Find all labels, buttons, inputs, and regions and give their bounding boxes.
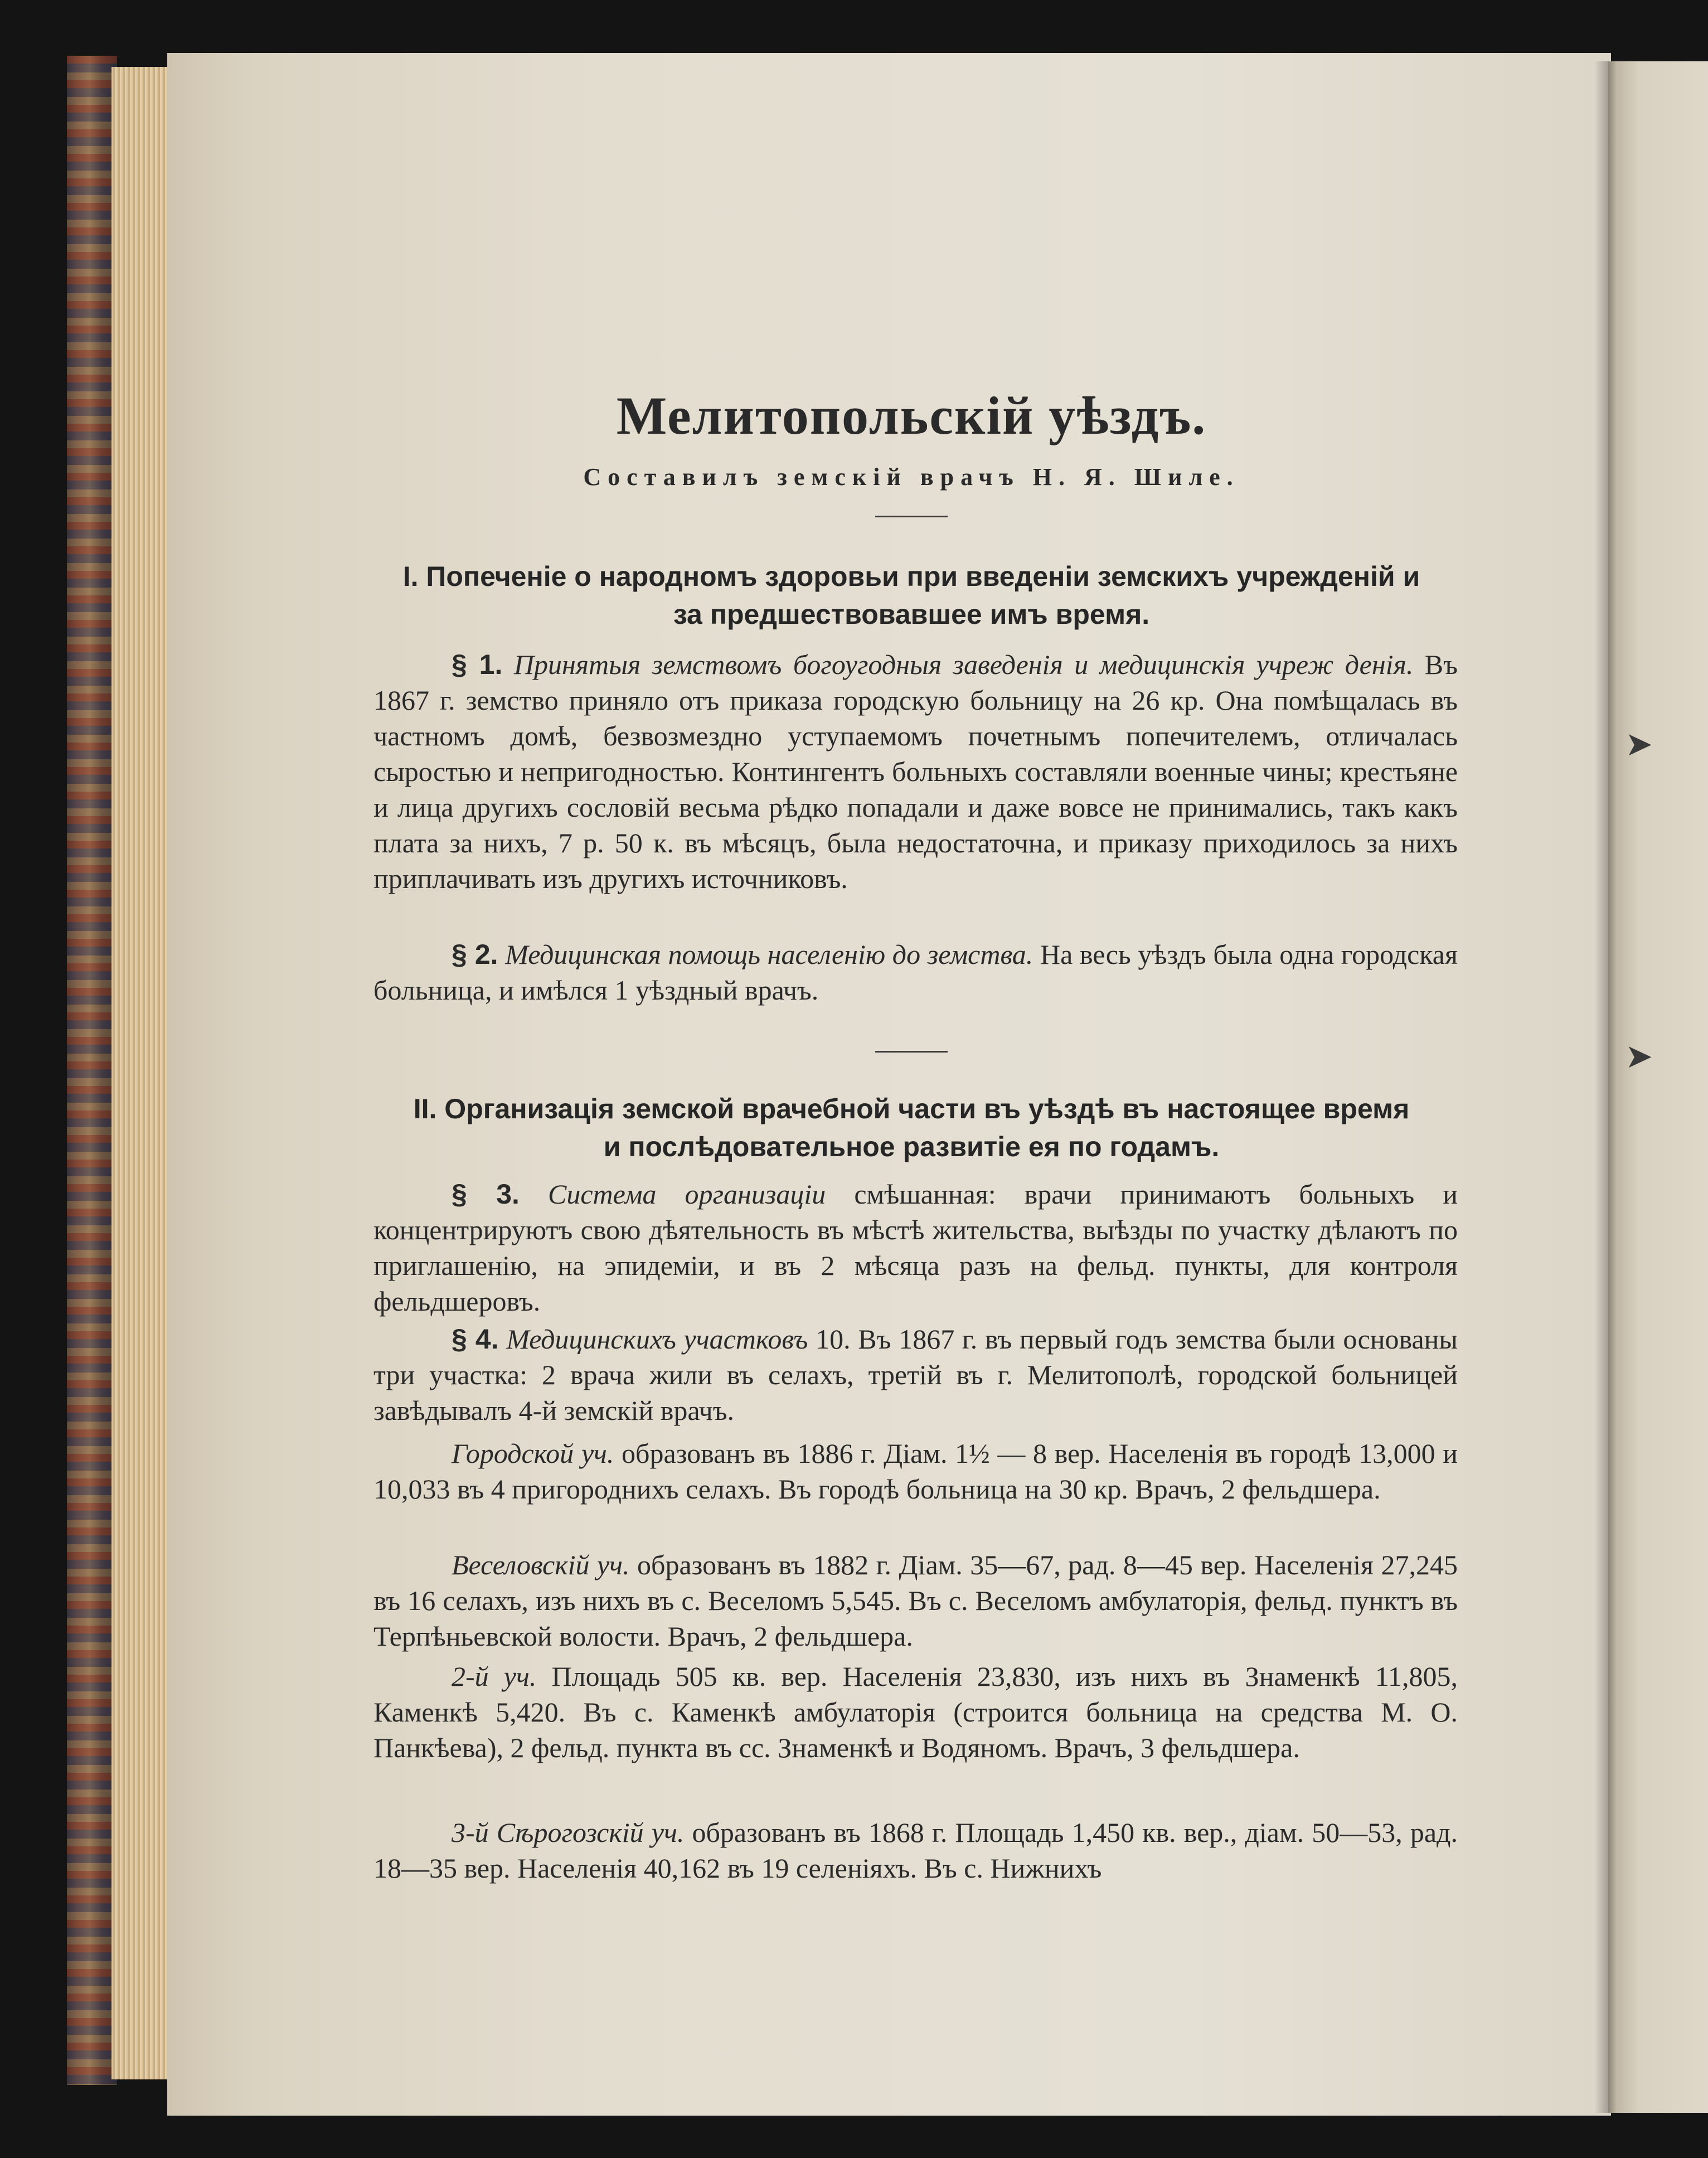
paragraph-number: § 2.: [452, 939, 498, 970]
margin-arrow-icon: ➤: [1625, 725, 1653, 764]
paragraph-italic: Городской уч.: [452, 1438, 614, 1469]
gutter-shadow: [1594, 61, 1617, 2113]
paragraph: [373, 1321, 1458, 1428]
paragraph-text: 10. Въ 1867 г. въ первый годъ земства были основаны три участка: 2 врача жили въ селахъ, третій въ г. Мелитополѣ, городской больницей завѣдывалъ 4-й земскій врачъ.: [373, 1323, 1458, 1426]
paragraph: [373, 1547, 1458, 1654]
book-page: [167, 53, 1611, 2116]
page-title: Мелитопольскій уѣздъ.: [616, 386, 1207, 445]
divider: [875, 516, 948, 517]
page-edges: [111, 67, 173, 2079]
section-heading: I. Попеченіе о народномъ здоровьи при введеніи земскихъ учрежденій и за предшествовавшее имъ время.: [402, 561, 1420, 630]
book-spine: [67, 56, 117, 2085]
paragraph-text: На весь уѣздъ была одна городская больница, и имѣлся 1 уѣздный врачъ.: [373, 939, 1458, 1006]
paragraph-text: образованъ въ 1882 г. Діам. 35—67, рад. 8—45 вер. Населенія 27,245 въ 16 селахъ, изъ нихъ въ с. Веселомъ 5,545. Въ с. Веселомъ амбулаторія, фельд. пунктъ въ Терпѣньевской волости. Врачъ, 2 фельдшера.: [373, 1549, 1458, 1652]
paragraph-number: § 4.: [452, 1323, 499, 1355]
paragraph-text: образованъ въ 1868 г. Площадь 1,450 кв. вер., діам. 50—53, рад. 18—35 вер. Населенія 40,162 въ 19 селеніяхъ. Въ с. Нижнихъ: [373, 1817, 1458, 1884]
paragraph: [373, 937, 1458, 1008]
paragraph-italic: Медицинская помощь населенію до земства.: [505, 939, 1033, 970]
paragraph: [373, 1176, 1458, 1319]
paragraph-number: § 3.: [452, 1179, 520, 1210]
paragraph-italic: Медицинскихъ участковъ: [506, 1323, 808, 1355]
paragraph: [373, 647, 1458, 896]
paragraph-italic: Принятыя земствомъ богоугодныя заведенія и медицинскія учреж денія.: [513, 649, 1414, 680]
paragraph-text: смѣшанная: врачи принимаютъ больныхъ и концентрируютъ свою дѣятельность въ мѣстѣ жительства, выѣзды по участку дѣлаютъ по приглашенію, на эпидеміи, и въ 2 мѣсяца разъ на фельд. пункты, для контроля фельдшеровъ.: [373, 1179, 1458, 1317]
paragraph-italic: Система организаціи: [548, 1179, 826, 1210]
paragraph-italic: 2-й уч.: [452, 1661, 537, 1692]
author-byline: Составилъ земскій врачъ Н. Я. Шиле.: [583, 463, 1240, 491]
paragraph-italic: Веселовскій уч.: [452, 1549, 630, 1580]
facing-page-edge: [1608, 61, 1708, 2113]
paragraph: [373, 1658, 1458, 1766]
paragraph-text: Площадь 505 кв. вер. Населенія 23,830, изъ нихъ въ Знаменкѣ 11,805, Каменкѣ 5,420. Въ с. Каменкѣ амбулаторія (строится больница на средства М. О. Панкѣева), 2 фельд. пункта въ сс. Знаменкѣ и Водяномъ. Врачъ, 3 фельдшера.: [373, 1661, 1458, 1763]
paragraph-number: § 1.: [452, 649, 503, 680]
margin-arrow-icon: ➤: [1625, 1037, 1653, 1076]
paragraph-text: образованъ въ 1886 г. Діам. 1½ — 8 вер. Населенія въ городѣ 13,000 и 10,033 въ 4 пригороднихъ селахъ. Въ городѣ больница на 30 кр. Врачъ, 2 фельдшера.: [373, 1438, 1458, 1505]
paragraph-italic: 3-й Сѣрогозскій уч.: [452, 1817, 685, 1848]
divider: [875, 1051, 948, 1053]
paragraph: [373, 1815, 1458, 1886]
paragraph: [373, 1436, 1458, 1507]
paragraph-text: Въ 1867 г. земство приняло отъ приказа городскую больницу на 26 кр. Она помѣщалась въ частномъ домѣ, безвозмездно уступаемомъ почетнымъ попечителемъ, отличалась сыростью и непригодностью. Контингентъ больныхъ составляли военные чины; крестьяне и лица другихъ сословій весьма рѣдко попадали и даже вовсе не принимались, такъ какъ плата за нихъ, 7 р. 50 к. въ мѣсяцъ, была недостаточна, и приказу приходилось за нихъ приплачивать изъ другихъ источниковъ.: [373, 649, 1458, 894]
section-heading: II. Организація земской врачебной части въ уѣздѣ въ настоящее время и послѣдовательное развитіе ея по годамъ.: [413, 1093, 1410, 1162]
